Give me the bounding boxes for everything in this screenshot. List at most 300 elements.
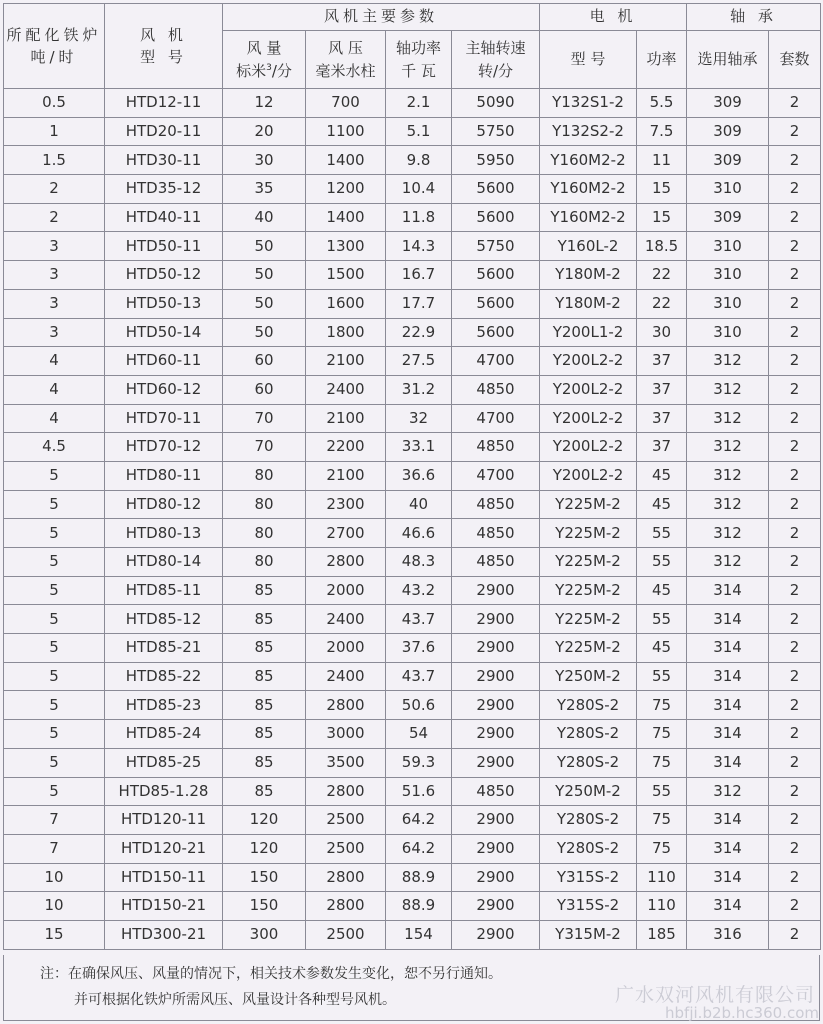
bearing-cell: 314	[687, 863, 769, 892]
header-motor: 电 机	[540, 4, 687, 31]
air-volume-cell: 60	[223, 347, 306, 376]
motor-model-cell: Y200L2-2	[540, 375, 637, 404]
motor-power-cell: 45	[637, 490, 687, 519]
furnace-tph-cell: 5	[4, 720, 105, 749]
air-volume-cell: 80	[223, 461, 306, 490]
air-volume-cell: 85	[223, 777, 306, 806]
table-row	[4, 748, 821, 777]
table-row	[4, 89, 821, 118]
air-volume-cell: 120	[223, 806, 306, 835]
motor-power-cell: 110	[637, 863, 687, 892]
motor-power-cell: 75	[637, 806, 687, 835]
air-volume-cell: 80	[223, 548, 306, 577]
furnace-tph-cell: 4.5	[4, 433, 105, 462]
motor-model-cell: Y160L-2	[540, 232, 637, 261]
motor-model-cell: Y225M-2	[540, 548, 637, 577]
spindle-speed-cell: 5600	[452, 203, 540, 232]
air-pressure-cell: 2400	[306, 605, 386, 634]
table-row	[4, 863, 821, 892]
bearing-cell: 312	[687, 490, 769, 519]
fan-model-cell: HTD120-11	[105, 806, 223, 835]
motor-power-cell: 45	[637, 576, 687, 605]
furnace-tph-cell: 3	[4, 261, 105, 290]
table-row	[4, 318, 821, 347]
header-motor-power: 功率	[637, 31, 687, 89]
motor-model-cell: Y132S2-2	[540, 117, 637, 146]
motor-power-cell: 15	[637, 203, 687, 232]
header-fan-model: 风 机 型 号	[105, 4, 223, 89]
furnace-tph-cell: 3	[4, 232, 105, 261]
air-volume-cell: 12	[223, 89, 306, 118]
air-pressure-cell: 1100	[306, 117, 386, 146]
air-volume-cell: 85	[223, 662, 306, 691]
fan-model-cell: HTD70-11	[105, 404, 223, 433]
fan-model-cell: HTD50-13	[105, 289, 223, 318]
shaft-power-cell: 40	[386, 490, 452, 519]
air-pressure-cell: 2300	[306, 490, 386, 519]
air-volume-cell: 120	[223, 834, 306, 863]
furnace-tph-cell: 3	[4, 289, 105, 318]
motor-model-cell: Y280S-2	[540, 806, 637, 835]
motor-model-cell: Y225M-2	[540, 576, 637, 605]
bearing-sets-cell: 2	[769, 892, 821, 921]
air-pressure-cell: 1600	[306, 289, 386, 318]
table-row	[4, 576, 821, 605]
table-row	[4, 232, 821, 261]
furnace-tph-cell: 5	[4, 748, 105, 777]
motor-power-cell: 75	[637, 834, 687, 863]
bearing-cell: 314	[687, 662, 769, 691]
air-volume-cell: 85	[223, 720, 306, 749]
shaft-power-cell: 5.1	[386, 117, 452, 146]
bearing-cell: 314	[687, 834, 769, 863]
motor-power-cell: 55	[637, 777, 687, 806]
spindle-speed-cell: 5090	[452, 89, 540, 118]
air-pressure-cell: 1800	[306, 318, 386, 347]
table-row	[4, 548, 821, 577]
fan-model-cell: HTD300-21	[105, 920, 223, 949]
motor-power-cell: 5.5	[637, 89, 687, 118]
fan-model-cell: HTD120-21	[105, 834, 223, 863]
air-pressure-cell: 2800	[306, 548, 386, 577]
bearing-sets-cell: 2	[769, 720, 821, 749]
fan-model-cell: HTD80-11	[105, 461, 223, 490]
table-row	[4, 203, 821, 232]
bearing-cell: 312	[687, 777, 769, 806]
table-row	[4, 146, 821, 175]
fan-model-cell: HTD85-25	[105, 748, 223, 777]
bearing-sets-cell: 2	[769, 490, 821, 519]
air-volume-cell: 85	[223, 605, 306, 634]
furnace-tph-cell: 4	[4, 375, 105, 404]
table-row	[4, 691, 821, 720]
air-pressure-cell: 2500	[306, 806, 386, 835]
bearing-sets-cell: 2	[769, 519, 821, 548]
fan-model-cell: HTD35-12	[105, 175, 223, 204]
bearing-cell: 312	[687, 519, 769, 548]
shaft-power-cell: 43.2	[386, 576, 452, 605]
furnace-tph-cell: 5	[4, 490, 105, 519]
shaft-power-cell: 51.6	[386, 777, 452, 806]
table-row	[4, 662, 821, 691]
air-pressure-cell: 2800	[306, 892, 386, 921]
spindle-speed-cell: 5950	[452, 146, 540, 175]
table-row	[4, 806, 821, 835]
fan-spec-table	[3, 3, 821, 950]
fan-model-cell: HTD80-12	[105, 490, 223, 519]
shaft-power-cell: 27.5	[386, 347, 452, 376]
furnace-tph-cell: 2	[4, 203, 105, 232]
spindle-speed-cell: 4850	[452, 777, 540, 806]
furnace-tph-cell: 1.5	[4, 146, 105, 175]
motor-model-cell: Y200L2-2	[540, 347, 637, 376]
air-pressure-cell: 1300	[306, 232, 386, 261]
fan-model-cell: HTD85-12	[105, 605, 223, 634]
bearing-cell: 309	[687, 203, 769, 232]
air-pressure-cell: 3000	[306, 720, 386, 749]
motor-power-cell: 18.5	[637, 232, 687, 261]
table-row	[4, 834, 821, 863]
bearing-sets-cell: 2	[769, 89, 821, 118]
spindle-speed-cell: 2900	[452, 634, 540, 663]
air-volume-cell: 80	[223, 490, 306, 519]
shaft-power-cell: 50.6	[386, 691, 452, 720]
motor-power-cell: 55	[637, 605, 687, 634]
furnace-tph-cell: 5	[4, 662, 105, 691]
table-body	[4, 89, 821, 950]
motor-model-cell: Y132S1-2	[540, 89, 637, 118]
bearing-cell: 314	[687, 720, 769, 749]
spindle-speed-cell: 5600	[452, 289, 540, 318]
bearing-cell: 314	[687, 691, 769, 720]
bearing-sets-cell: 2	[769, 576, 821, 605]
fan-model-cell: HTD30-11	[105, 146, 223, 175]
motor-power-cell: 55	[637, 548, 687, 577]
air-volume-cell: 35	[223, 175, 306, 204]
bearing-sets-cell: 2	[769, 175, 821, 204]
fan-model-cell: HTD80-13	[105, 519, 223, 548]
fan-model-cell: HTD50-14	[105, 318, 223, 347]
furnace-tph-cell: 5	[4, 777, 105, 806]
air-volume-cell: 85	[223, 576, 306, 605]
shaft-power-cell: 88.9	[386, 892, 452, 921]
air-volume-cell: 50	[223, 289, 306, 318]
header-air-pressure: 风 压 毫米水柱	[306, 31, 386, 89]
shaft-power-cell: 31.2	[386, 375, 452, 404]
air-pressure-cell: 2700	[306, 519, 386, 548]
furnace-tph-cell: 1	[4, 117, 105, 146]
motor-power-cell: 75	[637, 720, 687, 749]
air-pressure-cell: 1400	[306, 203, 386, 232]
shaft-power-cell: 16.7	[386, 261, 452, 290]
spindle-speed-cell: 2900	[452, 720, 540, 749]
furnace-tph-cell: 7	[4, 806, 105, 835]
motor-power-cell: 55	[637, 662, 687, 691]
motor-model-cell: Y225M-2	[540, 490, 637, 519]
bearing-sets-cell: 2	[769, 806, 821, 835]
air-pressure-cell: 2000	[306, 634, 386, 663]
shaft-power-cell: 14.3	[386, 232, 452, 261]
motor-model-cell: Y280S-2	[540, 748, 637, 777]
bearing-sets-cell: 2	[769, 261, 821, 290]
furnace-tph-cell: 5	[4, 576, 105, 605]
spindle-speed-cell: 5600	[452, 175, 540, 204]
motor-power-cell: 37	[637, 347, 687, 376]
air-pressure-cell: 1400	[306, 146, 386, 175]
table-row	[4, 461, 821, 490]
bearing-cell: 310	[687, 261, 769, 290]
motor-model-cell: Y160M2-2	[540, 175, 637, 204]
shaft-power-cell: 9.8	[386, 146, 452, 175]
shaft-power-cell: 22.9	[386, 318, 452, 347]
furnace-tph-cell: 15	[4, 920, 105, 949]
air-pressure-cell: 2000	[306, 576, 386, 605]
air-volume-cell: 85	[223, 634, 306, 663]
header-bearing: 轴 承	[687, 4, 821, 31]
bearing-sets-cell: 2	[769, 375, 821, 404]
motor-power-cell: 37	[637, 375, 687, 404]
fan-model-cell: HTD85-1.28	[105, 777, 223, 806]
motor-model-cell: Y200L2-2	[540, 461, 637, 490]
bearing-cell: 314	[687, 634, 769, 663]
shaft-power-cell: 10.4	[386, 175, 452, 204]
bearing-sets-cell: 2	[769, 117, 821, 146]
fan-model-cell: HTD150-11	[105, 863, 223, 892]
air-volume-cell: 150	[223, 892, 306, 921]
bearing-cell: 309	[687, 146, 769, 175]
bearing-sets-cell: 2	[769, 548, 821, 577]
motor-model-cell: Y180M-2	[540, 289, 637, 318]
furnace-tph-cell: 0.5	[4, 89, 105, 118]
air-volume-cell: 300	[223, 920, 306, 949]
fan-model-cell: HTD85-11	[105, 576, 223, 605]
fan-model-cell: HTD85-23	[105, 691, 223, 720]
table-row	[4, 777, 821, 806]
air-pressure-cell: 2100	[306, 461, 386, 490]
fan-model-cell: HTD60-11	[105, 347, 223, 376]
motor-power-cell: 185	[637, 920, 687, 949]
table-row	[4, 490, 821, 519]
shaft-power-cell: 33.1	[386, 433, 452, 462]
motor-model-cell: Y280S-2	[540, 720, 637, 749]
motor-power-cell: 45	[637, 461, 687, 490]
air-pressure-cell: 2800	[306, 863, 386, 892]
air-volume-cell: 70	[223, 404, 306, 433]
air-volume-cell: 30	[223, 146, 306, 175]
air-volume-cell: 60	[223, 375, 306, 404]
motor-model-cell: Y315S-2	[540, 863, 637, 892]
shaft-power-cell: 11.8	[386, 203, 452, 232]
motor-model-cell: Y280S-2	[540, 691, 637, 720]
shaft-power-cell: 64.2	[386, 806, 452, 835]
air-pressure-cell: 2800	[306, 777, 386, 806]
table-row	[4, 892, 821, 921]
furnace-tph-cell: 2	[4, 175, 105, 204]
motor-power-cell: 75	[637, 748, 687, 777]
bearing-sets-cell: 2	[769, 834, 821, 863]
furnace-tph-cell: 10	[4, 863, 105, 892]
furnace-tph-cell: 5	[4, 548, 105, 577]
bearing-cell: 314	[687, 748, 769, 777]
spindle-speed-cell: 2900	[452, 806, 540, 835]
spindle-speed-cell: 4850	[452, 548, 540, 577]
air-volume-cell: 50	[223, 232, 306, 261]
table-row	[4, 117, 821, 146]
spindle-speed-cell: 4850	[452, 519, 540, 548]
bearing-sets-cell: 2	[769, 748, 821, 777]
bearing-sets-cell: 2	[769, 634, 821, 663]
motor-power-cell: 37	[637, 433, 687, 462]
air-pressure-cell: 2100	[306, 347, 386, 376]
motor-power-cell: 45	[637, 634, 687, 663]
air-volume-cell: 70	[223, 433, 306, 462]
air-pressure-cell: 2200	[306, 433, 386, 462]
motor-power-cell: 15	[637, 175, 687, 204]
header-fan-main-params: 风机主要参数	[223, 4, 540, 31]
spindle-speed-cell: 4850	[452, 490, 540, 519]
air-volume-cell: 85	[223, 691, 306, 720]
furnace-tph-cell: 5	[4, 461, 105, 490]
furnace-tph-cell: 5	[4, 519, 105, 548]
fan-model-cell: HTD70-12	[105, 433, 223, 462]
spindle-speed-cell: 4700	[452, 404, 540, 433]
spindle-speed-cell: 2900	[452, 748, 540, 777]
bearing-cell: 312	[687, 347, 769, 376]
bearing-sets-cell: 2	[769, 920, 821, 949]
furnace-tph-cell: 4	[4, 347, 105, 376]
bearing-cell: 310	[687, 175, 769, 204]
bearing-sets-cell: 2	[769, 203, 821, 232]
shaft-power-cell: 64.2	[386, 834, 452, 863]
shaft-power-cell: 36.6	[386, 461, 452, 490]
motor-model-cell: Y200L2-2	[540, 433, 637, 462]
air-volume-cell: 50	[223, 261, 306, 290]
motor-model-cell: Y200L1-2	[540, 318, 637, 347]
fan-model-cell: HTD85-22	[105, 662, 223, 691]
bearing-sets-cell: 2	[769, 662, 821, 691]
bearing-sets-cell: 2	[769, 318, 821, 347]
bearing-cell: 309	[687, 117, 769, 146]
watermark-company: 广水双河风机有限公司	[614, 984, 815, 1006]
bearing-sets-cell: 2	[769, 404, 821, 433]
spindle-speed-cell: 2900	[452, 605, 540, 634]
motor-model-cell: Y225M-2	[540, 519, 637, 548]
shaft-power-cell: 17.7	[386, 289, 452, 318]
spindle-speed-cell: 5600	[452, 261, 540, 290]
table-row	[4, 404, 821, 433]
air-volume-cell: 50	[223, 318, 306, 347]
bearing-cell: 312	[687, 404, 769, 433]
header-spindle-speed: 主轴转速 转/分	[452, 31, 540, 89]
bearing-cell: 310	[687, 318, 769, 347]
table-row	[4, 634, 821, 663]
motor-model-cell: Y160M2-2	[540, 203, 637, 232]
watermark-site: hbfji.b2b.hc360.com	[665, 1004, 819, 1022]
air-pressure-cell: 700	[306, 89, 386, 118]
motor-model-cell: Y315S-2	[540, 892, 637, 921]
table-row	[4, 920, 821, 949]
spindle-speed-cell: 2900	[452, 834, 540, 863]
motor-model-cell: Y180M-2	[540, 261, 637, 290]
header-air-volume: 风 量 标米$^3$/分	[223, 31, 306, 89]
spindle-speed-cell: 2900	[452, 920, 540, 949]
furnace-tph-cell: 5	[4, 634, 105, 663]
spindle-speed-cell: 5600	[452, 318, 540, 347]
bearing-cell: 316	[687, 920, 769, 949]
header-bearing-selected: 选用轴承	[687, 31, 769, 89]
motor-model-cell: Y250M-2	[540, 777, 637, 806]
shaft-power-cell: 59.3	[386, 748, 452, 777]
motor-power-cell: 22	[637, 261, 687, 290]
air-pressure-cell: 2400	[306, 375, 386, 404]
bearing-cell: 314	[687, 892, 769, 921]
spindle-speed-cell: 2900	[452, 691, 540, 720]
bearing-sets-cell: 2	[769, 777, 821, 806]
header-shaft-power: 轴功率 千 瓦	[386, 31, 452, 89]
spindle-speed-cell: 2900	[452, 576, 540, 605]
header-furnace-capacity: 所配化铁炉 吨/时	[4, 4, 105, 89]
fan-model-cell: HTD85-21	[105, 634, 223, 663]
bearing-cell: 312	[687, 433, 769, 462]
air-pressure-cell: 2400	[306, 662, 386, 691]
motor-model-cell: Y225M-2	[540, 605, 637, 634]
shaft-power-cell: 46.6	[386, 519, 452, 548]
bearing-sets-cell: 2	[769, 691, 821, 720]
bearing-sets-cell: 2	[769, 347, 821, 376]
furnace-tph-cell: 4	[4, 404, 105, 433]
bearing-sets-cell: 2	[769, 461, 821, 490]
motor-power-cell: 30	[637, 318, 687, 347]
fan-model-cell: HTD50-11	[105, 232, 223, 261]
fan-model-cell: HTD50-12	[105, 261, 223, 290]
motor-model-cell: Y315M-2	[540, 920, 637, 949]
bearing-cell: 314	[687, 605, 769, 634]
furnace-tph-cell: 5	[4, 691, 105, 720]
motor-power-cell: 11	[637, 146, 687, 175]
shaft-power-cell: 32	[386, 404, 452, 433]
table-row	[4, 519, 821, 548]
spindle-speed-cell: 5750	[452, 117, 540, 146]
air-pressure-cell: 3500	[306, 748, 386, 777]
spindle-speed-cell: 2900	[452, 892, 540, 921]
air-pressure-cell: 1500	[306, 261, 386, 290]
fan-model-cell: HTD20-11	[105, 117, 223, 146]
motor-model-cell: Y280S-2	[540, 834, 637, 863]
bearing-sets-cell: 2	[769, 232, 821, 261]
table-header	[4, 4, 821, 89]
motor-model-cell: Y160M2-2	[540, 146, 637, 175]
spindle-speed-cell: 5750	[452, 232, 540, 261]
air-volume-cell: 80	[223, 519, 306, 548]
air-pressure-cell: 2500	[306, 920, 386, 949]
bearing-cell: 310	[687, 232, 769, 261]
spindle-speed-cell: 4700	[452, 461, 540, 490]
table-row	[4, 261, 821, 290]
bearing-cell: 310	[687, 289, 769, 318]
shaft-power-cell: 54	[386, 720, 452, 749]
footnote-line-1: 注：在确保风压、风量的情况下，相关技术参数发生变化，恕不另行通知。	[40, 966, 502, 982]
bearing-cell: 312	[687, 548, 769, 577]
fan-model-cell: HTD85-24	[105, 720, 223, 749]
motor-power-cell: 55	[637, 519, 687, 548]
header-bearing-sets: 套数	[769, 31, 821, 89]
fan-model-cell: HTD40-11	[105, 203, 223, 232]
shaft-power-cell: 43.7	[386, 605, 452, 634]
spec-sheet	[3, 3, 820, 950]
bearing-cell: 309	[687, 89, 769, 118]
motor-power-cell: 37	[637, 404, 687, 433]
bearing-sets-cell: 2	[769, 863, 821, 892]
